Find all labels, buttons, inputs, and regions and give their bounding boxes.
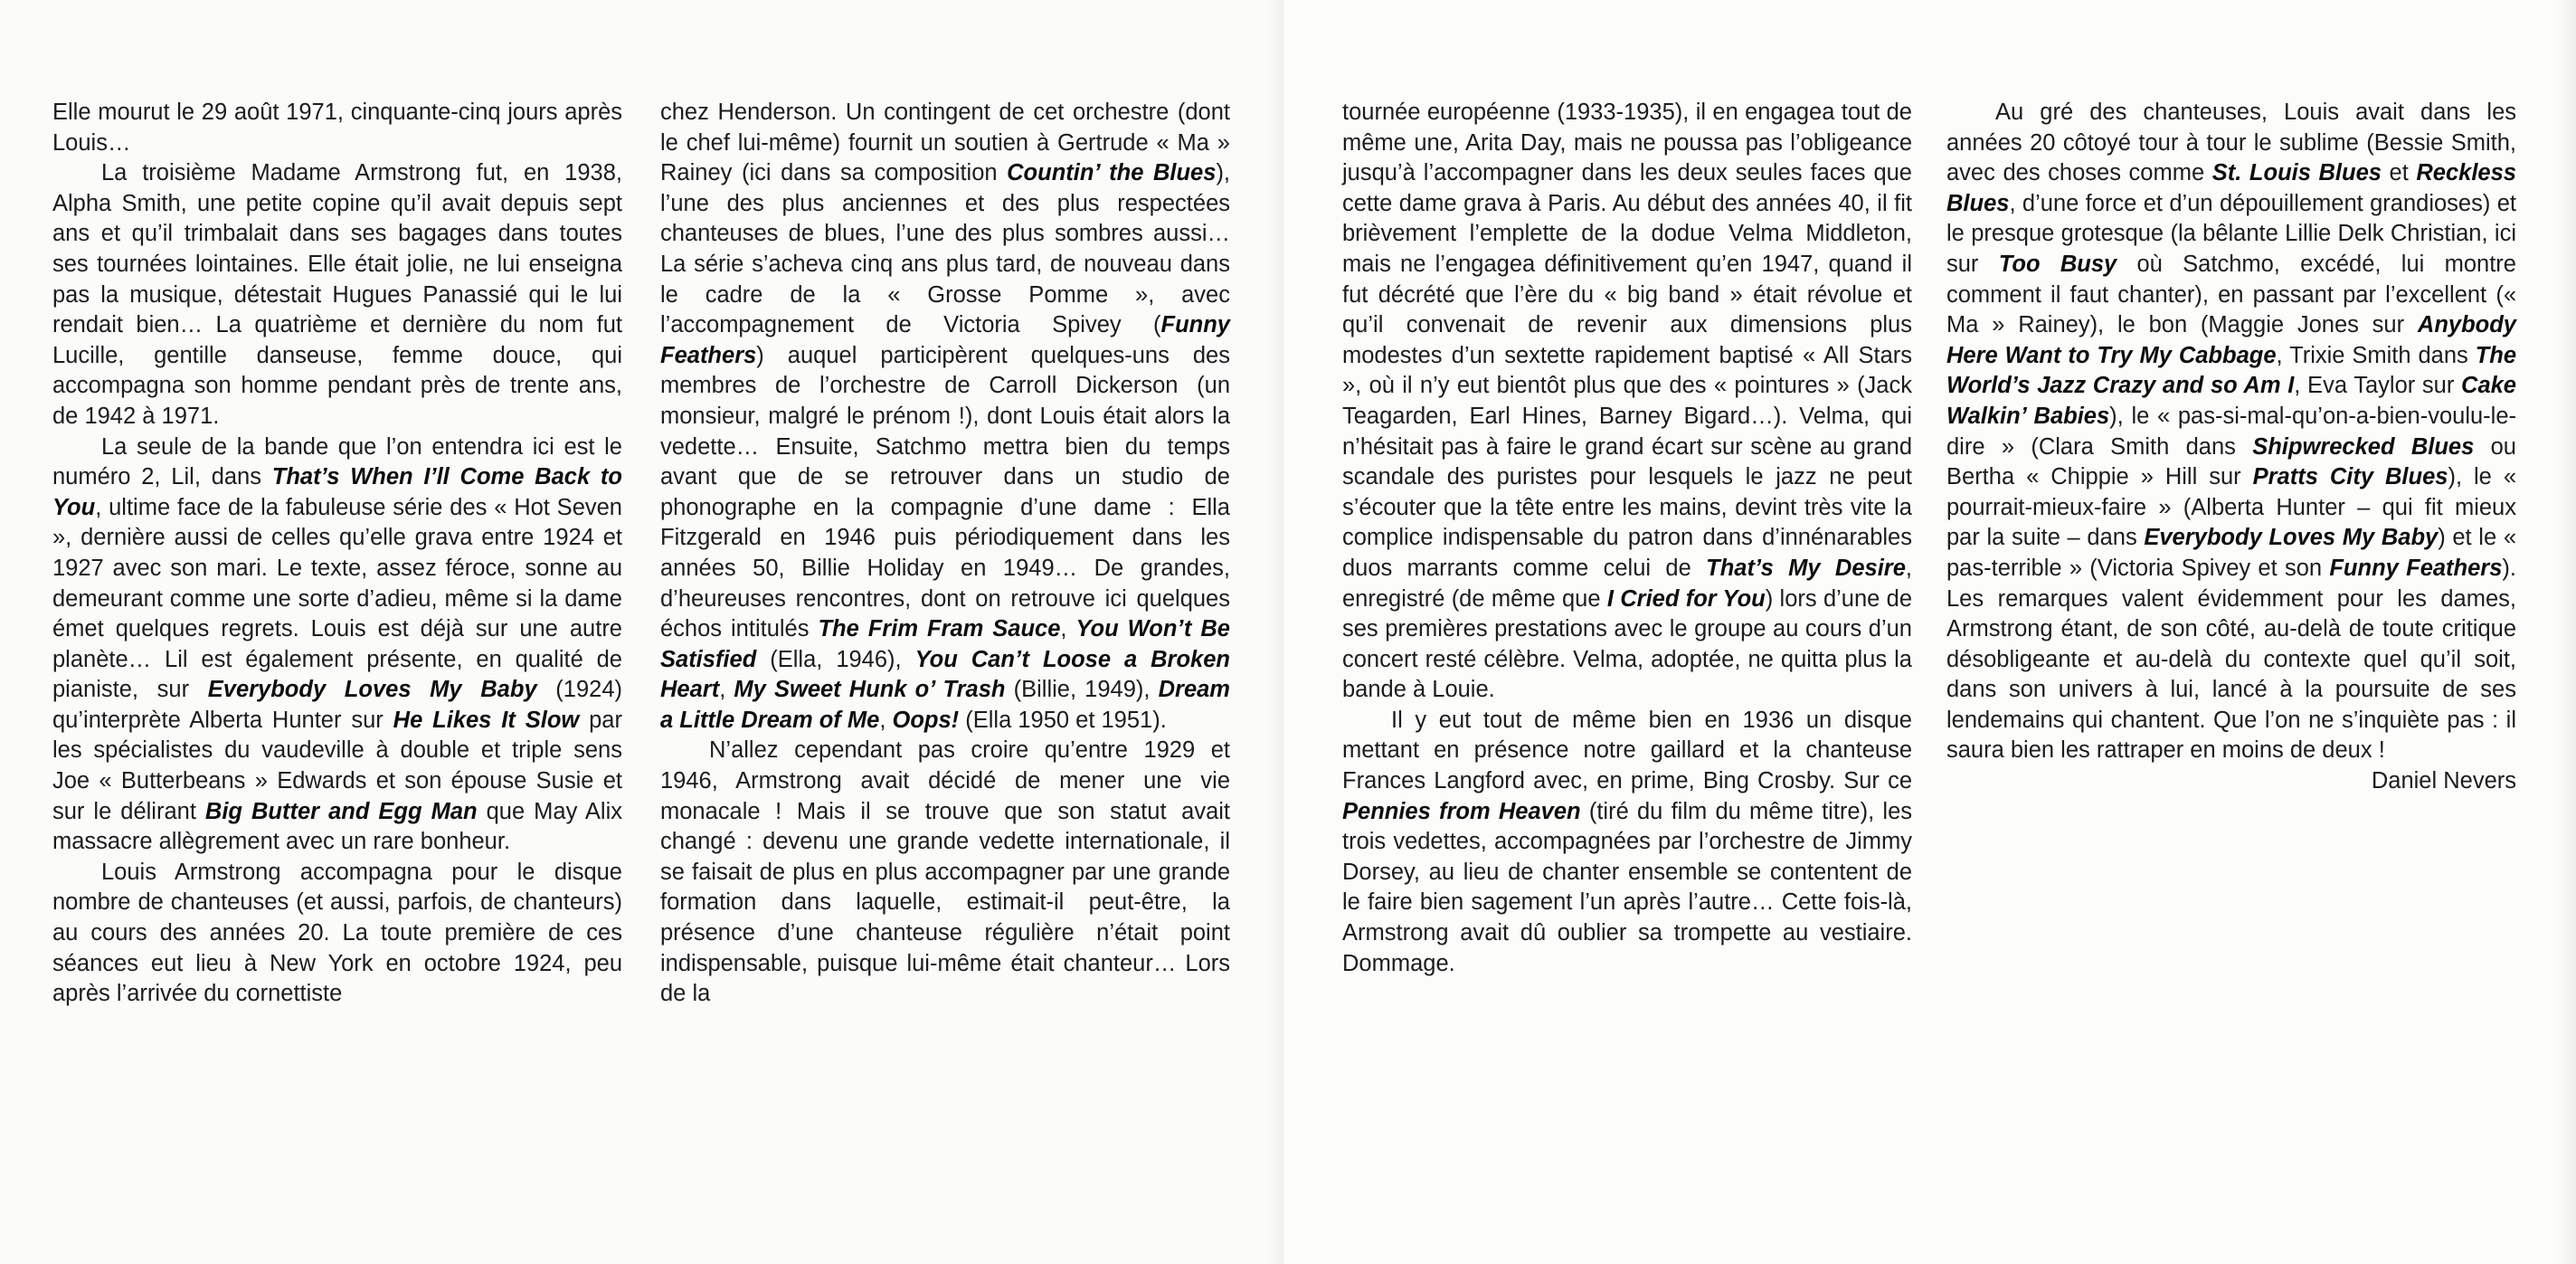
text-run: que May Alix massacre allègrement avec un rare bonheur.: [52, 798, 623, 855]
text-run: (1924) qu’interprète Alberta Hunter sur: [52, 677, 623, 733]
text-run: , enregistré (de même que: [1342, 555, 1912, 612]
text-run: ou Bertha « Chippie » Hill sur: [1946, 433, 2516, 490]
text-run: chez Henderson. Un contingent de cet orchestre (dont le chef lui-même) fournit un soutien à Gertrude « Ma » Rainey (ici dans sa composition: [660, 100, 1230, 186]
song-title: I Cried for You: [1606, 585, 1766, 612]
text-run: où Satchmo, excédé, lui montre comment il faut chanter), en passant par l’excellent (« Ma » Rainey), le bon (Maggie Jones sur: [1946, 251, 2516, 338]
paragraph: [52, 98, 622, 158]
song-title: That’s My Desire: [1706, 555, 1906, 581]
text-run: ,: [1060, 616, 1076, 642]
song-title: He Likes It Slow: [393, 707, 580, 733]
text-run: N’allez cependant pas croire qu’entre 1929 et 1946, Armstrong avait décidé de mener une vie monacale ! Mais il se trouve que son statut avait changé : devenu une grande vedette internationale, il se faisait de plus en plus accompagner par une grande formation dans laquelle, estimait-il peut-être, la présence d’une chanteuse régulière n’était point indispensable, puisque lui-même était chanteur… Lors de la: [660, 737, 1230, 1007]
text-run: et: [2381, 160, 2417, 186]
text-run: , Eva Taylor sur: [2294, 373, 2462, 399]
paragraph: [1342, 706, 1912, 979]
left-page: [0, 0, 1283, 1264]
text-run: , ultime face de la fabuleuse série des « Hot Seven », dernière aussi de celles qu’elle grava entre 1924 et 1927 avec son mari. Le texte, assez féroce, sonne au demeurant comme une sorte d’adieu, même si la dame émet quelques regrets. Louis est déjà sur une autre planète… Lil est également présente, en qualité de pianiste, sur: [52, 494, 622, 703]
song-title: You Won’t Be Satisfied: [660, 616, 1230, 672]
song-title: Pennies from Heaven: [1342, 798, 1581, 824]
paragraph: [52, 432, 622, 858]
song-title: Everybody Loves My Baby: [2144, 525, 2439, 551]
song-title: The Frim Fram Sauce: [818, 616, 1061, 642]
text-run: ) et le « pas-terrible » (Victoria Spivey et son: [1946, 525, 2516, 581]
song-title: You Can’t Loose a Broken Heart: [660, 646, 1230, 703]
text-column-4: [1946, 98, 2516, 797]
text-run: La troisième Madame Armstrong fut, en 1938, Alpha Smith, une petite copine qu’il avait depuis sept ans et qu’il trimbalait dans ses bagages dans toutes ses tournées lointaines. Elle était jolie, ne lui enseigna pas la musique, détestait Hugues Panassié qui le lui rendait bien… La quatrième et dernière du nom fut Lucille, gentille danseuse, femme douce, qui accompagna son homme pendant près de trente ans, de 1942 à 1971.: [52, 160, 622, 429]
paragraph: [52, 158, 622, 432]
text-run: (Ella 1950 et 1951).: [959, 707, 1167, 733]
song-title: Too Busy: [1998, 251, 2117, 277]
song-title: My Sweet Hunk o’ Trash: [734, 677, 1006, 703]
paragraph: [1342, 98, 1912, 706]
paragraph: [660, 736, 1230, 1009]
song-title: That’s When I’ll Come Back to You: [52, 464, 622, 520]
song-title: The World’s Jazz Crazy and so Am I: [1946, 342, 2517, 399]
text-run: tournée européenne (1933-1935), il en engagea tout de même une, Arita Day, mais ne poussa pas l’obligeance jusqu’à l’accompagner dans les deux seules faces que cette dame grava à Paris. Au début des années 40, il fit brièvement l’emplette de la dodue Velma Middleton, mais ne l’engagea définitivement qu’en 1947, quand il fut décrété que l’ère du « big band » était révolue et qu’il convenait de revenir aux dimensions plus modestes d’un sextette rapidement baptisé « All Stars », où il n’y eut bientôt plus que des « pointures » (Jack Teagarden, Earl Hines, Barney Bigard…). Velma, qui n’hésitait pas à faire le grand écart sur scène au grand scandale des puristes pour lesquels le jazz ne peut s’écouter que la tête entre les mains, devint très vite la complice indispensable du patron dans d’innénarables duos marrants comme celui de: [1342, 100, 1912, 581]
text-run: (Ella, 1946),: [756, 646, 915, 672]
text-run: Il y eut tout de même bien en 1936 un disque mettant en présence notre gaillard et la chanteuse Frances Langford avec, en prime, Bing Crosby. Sur ce: [1342, 707, 1912, 794]
text-run: par les spécialistes du vaudeville à double et triple sens Joe « Butterbeans » Edwards et son épouse Susie et sur le délirant: [52, 707, 622, 824]
song-title: Shipwrecked Blues: [2252, 433, 2475, 460]
text-run: ). Les remarques valent évidemment pour les dames, Armstrong étant, de son côté, au-delà de toute critique désobligeante et au-delà du contexte quel qu’il soit, dans son univers à lui, lancé à la poursuite de ses lendemains qui chantent. Que l’on ne s’inquiète pas : il saura bien les rattraper en moins de deux !: [1946, 555, 2516, 764]
song-title: Pratts City Blues: [2252, 464, 2448, 490]
author-signature: [1946, 766, 2516, 797]
text-run: , Trixie Smith dans: [2276, 342, 2476, 368]
song-title: Countin’ the Blues: [1007, 160, 1217, 186]
text-column-1: [52, 98, 622, 1010]
paragraph: [52, 858, 622, 1010]
text-run: ,: [719, 677, 734, 703]
text-run: ) auquel participèrent quelques-uns des membres de l’orchestre de Carroll Dickerson (un monsieur, malgré le prénom !), dont Louis était alors la vedette… Ensuite, Satchmo mettra bien du temps avant que de se retrouver dans un studio de phonographe en la compagnie d’une dame : Ella Fitzgerald en 1946 puis périodiquement dans les années 50, Billie Holiday en 1949… De grandes, d’heureuses rencontres, dont on retrouve ici quelques échos intitulés: [660, 342, 1230, 642]
text-column-3: [1342, 98, 1912, 979]
song-title: Reckless Blues: [1946, 160, 2516, 216]
song-title: Everybody Loves My Baby: [207, 677, 537, 703]
text-run: (Billie, 1949),: [1005, 677, 1159, 703]
text-run: Elle mourut le 29 août 1971, cinquante-cinq jours après Louis…: [52, 100, 622, 156]
text-run: ), l’une des plus anciennes et des plus respectées chanteuses de blues, l’une des plus sombres aussi… La série s’acheva cinq ans plus tard, de nouveau dans le cadre de la « Grosse Pomme », avec l’accompagnement de Victoria Spivey (: [660, 160, 1231, 338]
song-title: Cake Walkin’ Babies: [1946, 373, 2516, 429]
paragraph: [1946, 98, 2516, 766]
song-title: Funny Feathers: [660, 312, 1230, 368]
text-run: ), le « pas-si-mal-qu’on-a-bien-voulu-le-dire » (Clara Smith dans: [1946, 403, 2516, 460]
text-run: , d’une force et d’un dépouillement grandioses) et le presque grotesque (la bêlante Lillie Delk Christian, ici sur: [1946, 190, 2516, 277]
song-title: Anybody Here Want to Try My Cabbage: [1946, 312, 2516, 368]
text-run: ) lors d’une de ses premières prestations avec le groupe au cours d’un concert resté célèbre. Velma, adoptée, ne quitta plus la bande à Louie.: [1342, 585, 1912, 703]
text-column-2: [660, 98, 1230, 1010]
song-title: Oops!: [892, 707, 960, 733]
text-run: Louis Armstrong accompagna pour le disque nombre de chanteuses (et aussi, parfois, de chanteurs) au cours des années 20. La toute première de ces séances eut lieu à New York en octobre 1924, peu après l’arrivée du cornettiste: [52, 859, 622, 1007]
song-title: Dream a Little Dream of Me: [660, 677, 1230, 733]
text-run: Daniel Nevers: [2371, 768, 2516, 794]
song-title: Big Butter and Egg Man: [204, 798, 478, 824]
text-run: (tiré du film du même titre), les trois vedettes, accompagnées par l’orchestre de Jimmy Dorsey, au lieu de chanter ensemble se contentent de le faire bien sagement l’un après l’autre… Cette fois-là, Armstrong avait dû oublier sa trompette au vestiaire. Dommage.: [1342, 798, 1912, 976]
song-title: Funny Feathers: [2329, 555, 2503, 581]
paragraph: [660, 98, 1230, 736]
text-run: Au gré des chanteuses, Louis avait dans les années 20 côtoyé tour à tour le sublime (Bessie Smith, avec des choses comme: [1946, 100, 2516, 186]
text-run: La seule de la bande que l’on entendra ici est le numéro 2, Lil, dans: [52, 433, 622, 490]
right-page: [1284, 0, 2576, 1264]
song-title: St. Louis Blues: [2211, 160, 2382, 186]
text-run: ,: [879, 707, 893, 733]
text-run: ), le « pourrait-mieux-faire » (Alberta Hunter – qui fit mieux par la suite – dans: [1946, 464, 2517, 551]
page-edge-shadow: [2556, 0, 2576, 1264]
